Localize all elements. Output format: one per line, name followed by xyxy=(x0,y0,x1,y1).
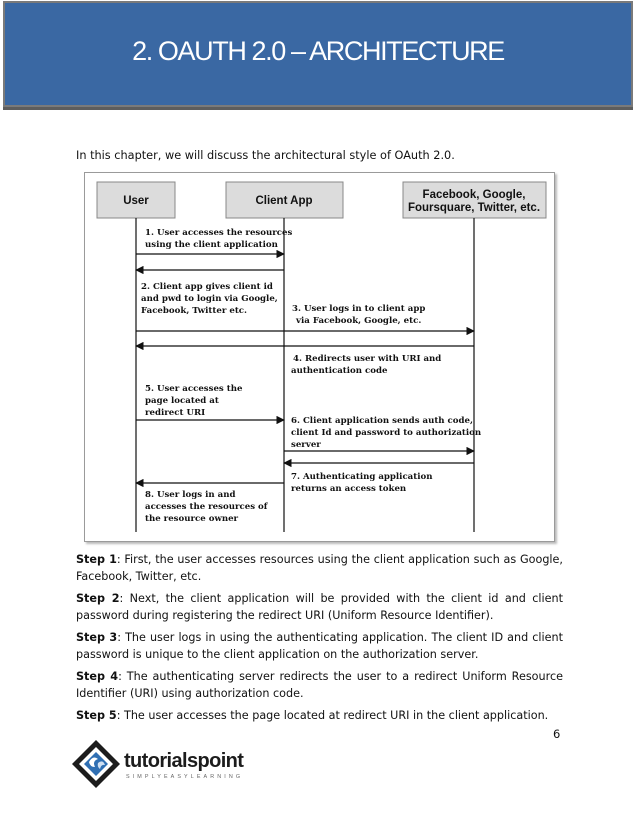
step-5 xyxy=(76,708,563,725)
intro-paragraph: In this chapter, we will discuss the architectural style of OAuth 2.0. xyxy=(76,149,455,162)
step-5-text: : The user accesses the page located at redirect URI in the client application. xyxy=(116,709,549,722)
msg-2-line-2: and pwd to login via Google, xyxy=(141,294,278,304)
msg-5-line-3: redirect URI xyxy=(145,408,206,418)
step-4-label: Step 4 xyxy=(76,670,119,683)
logo-diamond-icon xyxy=(72,740,120,788)
step-3-label: Step 3 xyxy=(76,631,118,644)
page-number: 6 xyxy=(553,727,561,741)
step-3-text: : The user logs in using the authenticating application. The client ID and client password is unique to the client application on the authorization server. xyxy=(76,631,563,661)
step-4-text: : The authenticating server redirects the user to a redirect Uniform Resource Identifier (URI) using authorization code. xyxy=(76,670,563,700)
step-2 xyxy=(76,591,563,624)
logo-tagline: SIMPLYEASYLEARNING xyxy=(126,774,244,780)
msg-5-line-1: 5. User accesses the xyxy=(145,384,243,394)
msg-8-line-2: accesses the resources of xyxy=(145,502,268,512)
msg-4-line-2: authentication code xyxy=(291,366,388,376)
msg-6-line-3: server xyxy=(291,440,321,450)
step-4 xyxy=(76,669,563,702)
logo-brand: tutorialspoint xyxy=(124,750,244,772)
actor-provider-label-1: Facebook, Google, xyxy=(422,189,526,201)
msg-6-line-1: 6. Client application sends auth code, xyxy=(291,416,473,426)
msg-1-line-2: using the client application xyxy=(145,240,278,250)
msg-1-line-1: 1. User accesses the resources xyxy=(145,228,293,238)
msg-3-line-1: 3. User logs in to client app xyxy=(292,304,426,314)
msg-7-line-2: returns an access token xyxy=(291,484,407,494)
step-1 xyxy=(76,552,563,585)
step-2-label: Step 2 xyxy=(76,592,120,605)
tutorialspoint-logo xyxy=(70,738,260,790)
msg-8-line-3: the resource owner xyxy=(145,514,239,524)
actor-user-label: User xyxy=(123,195,149,207)
msg-7-line-1: 7. Authenticating application xyxy=(291,472,433,482)
msg-8-line-1: 8. User logs in and xyxy=(145,490,236,500)
msg-6-line-2: client Id and password to authorization xyxy=(291,428,482,438)
chapter-banner xyxy=(3,1,633,107)
msg-2-line-1: 2. Client app gives client id xyxy=(141,282,273,292)
step-5-label: Step 5 xyxy=(76,709,117,722)
steps-list xyxy=(76,552,563,731)
oauth-sequence-diagram xyxy=(84,172,555,542)
actor-provider-label-2: Foursquare, Twitter, etc. xyxy=(407,202,541,214)
step-2-text: : Next, the client application will be provided with the client id and client password during registering the redirect URI (Uniform Resource Identifier). xyxy=(76,592,563,622)
msg-5-line-2: page located at xyxy=(145,396,219,406)
actor-client-label: Client App xyxy=(255,195,313,207)
step-1-label: Step 1 xyxy=(76,553,117,566)
step-3 xyxy=(76,630,563,663)
msg-2-line-3: Facebook, Twitter etc. xyxy=(141,306,248,316)
msg-3-line-2: via Facebook, Google, etc. xyxy=(296,316,422,326)
chapter-title: 2. OAUTH 2.0 – ARCHITECTURE xyxy=(132,36,504,66)
msg-4-line-1: 4. Redirects user with URI and xyxy=(293,354,442,364)
step-1-text: : First, the user accesses resources using the client application such as Google, Facebook, Twitter, etc. xyxy=(76,553,563,583)
